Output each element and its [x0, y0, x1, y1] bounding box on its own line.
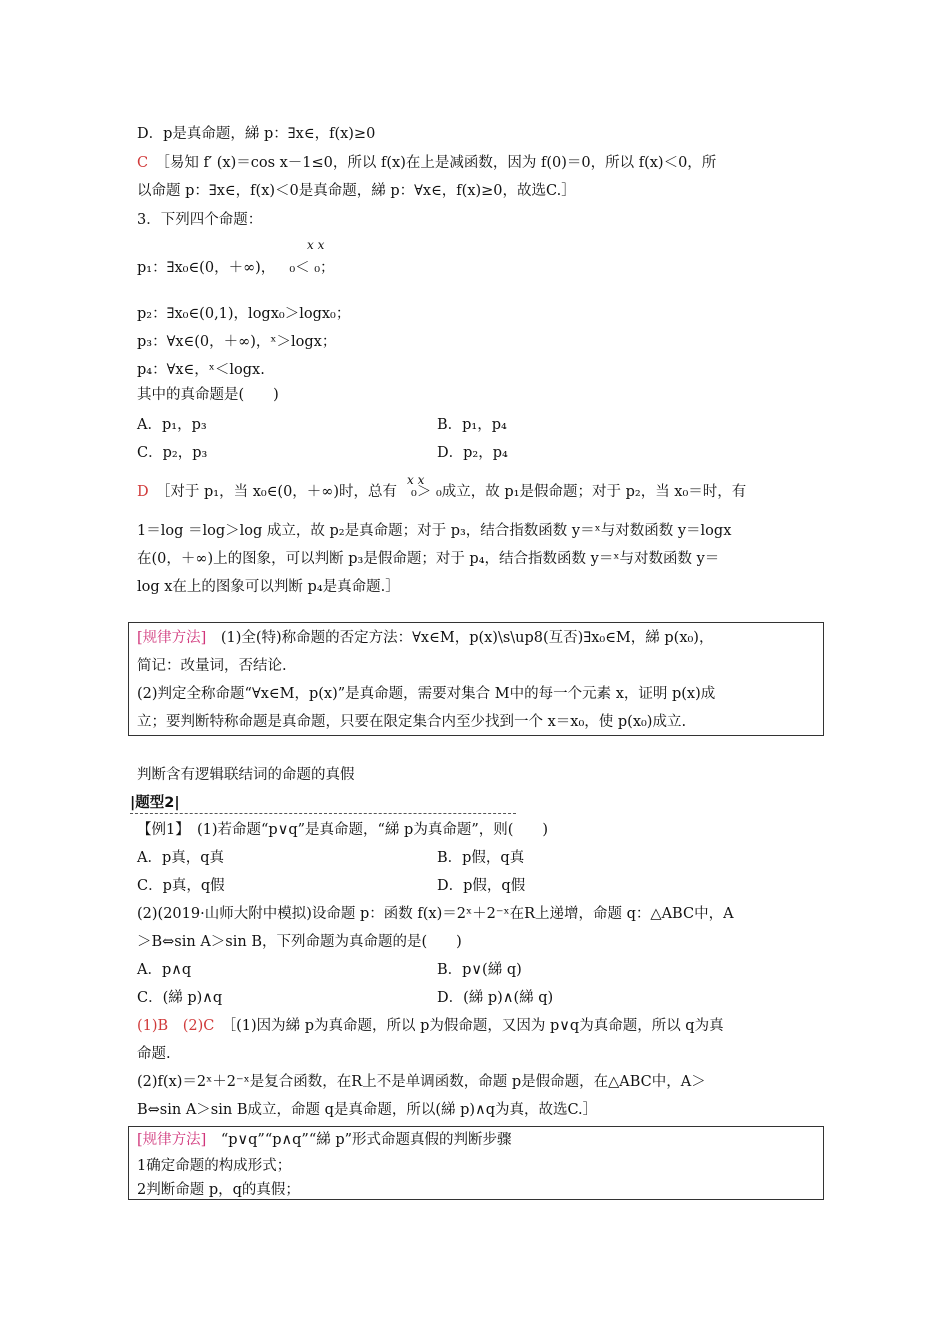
- question-line: (2)(2019·山师大附中模拟)设命题 p：函数 f(x)＝2ˣ＋2⁻ˣ在R上递增，命题 q：△ABC中，A: [137, 906, 734, 922]
- answer-line: [137, 482, 746, 502]
- answer-letter: C: [137, 155, 149, 171]
- method-line: (2)判定全称命题“∀x∈M，p(x)”是真命题，需要对集合 M中的每一个元素 x，证明 p(x)成: [137, 686, 716, 702]
- answer-line: log x在上的图象可以判断 p₄是真命题.］: [137, 579, 400, 595]
- method-text: (1)全(特)称命题的否定方法：∀x∈M，p(x)\s\up8(互否)∃x₀∈M，綈 p(x₀)，: [206, 630, 714, 646]
- answer-line: 1＝log ＝log＞log 成立，故 p₂是真命题；对于 p₃，结合指数函数 y＝ˣ与对数函数 y＝logx: [137, 523, 732, 539]
- option-a: A．p₁，p₃: [137, 417, 207, 433]
- section-divider: [130, 813, 516, 814]
- answer-line: 命题.: [137, 1046, 171, 1062]
- option-c: C．(綈 p)∧q: [137, 990, 223, 1006]
- method-line: 立；要判断特称命题是真命题，只要在限定集合内至少找到一个 x＝x₀，使 p(x₀)成立.: [137, 714, 687, 730]
- exponent-marks: x x: [407, 473, 425, 487]
- option-d-line: D．p是真命题，綈 p：∃x∈，f(x)≥0: [137, 126, 376, 142]
- option-b: B．p∨(綈 q): [437, 962, 522, 978]
- answer-line: [137, 1016, 724, 1036]
- option-c: C．p₂，p₃: [137, 445, 208, 461]
- proposition-p3: p₃：∀x∈(0，＋∞)，ˣ＞logx；: [137, 334, 337, 350]
- proposition-p4: p₄：∀x∈，ˣ＜logx.: [137, 362, 265, 378]
- option-d: D．(綈 p)∧(綈 q): [437, 990, 554, 1006]
- option-d: D．p₂，p₄: [437, 445, 508, 461]
- answer-line: B⇔sin A＞sin B成立，命题 q是真命题，所以(綈 p)∧q为真，故选C.］: [137, 1102, 598, 1118]
- answer-text: ［易知 f′ (x)＝cos x－1≤0，所以 f(x)在上是减函数，因为 f(0)＝0，所以 f(x)＜0，所: [162, 155, 717, 171]
- option-a: A．p∧q: [137, 962, 192, 978]
- option-b: B．p₁，p₄: [437, 417, 507, 433]
- answer-line: 以命题 p：∃x∈，f(x)＜0是真命题，綈 p：∀x∈，f(x)≥0，故选C.］: [137, 183, 576, 199]
- method-text: “p∨q”“p∧q”“綈 p”形式命题真假的判断步骤: [206, 1132, 512, 1148]
- proposition-text: p₁：∃x₀∈(0，＋∞)，: [137, 260, 276, 276]
- answer-letter: D: [137, 484, 149, 500]
- section-label-text: 题型2: [135, 795, 175, 811]
- answer-text: ₀＞ ₀成立，故 p₁是假命题；对于 p₂，当 x₀＝时，有: [411, 484, 747, 500]
- answer-text: ［(1)因为綈 p为真命题，所以 p为假命题，又因为 p∨q为真命题，所以 q为真: [228, 1018, 724, 1034]
- method-line: 2判断命题 p，q的真假；: [137, 1182, 300, 1198]
- answer-letters: (1)B (2)C: [137, 1018, 215, 1034]
- exponent-marks: x x: [307, 238, 325, 252]
- proposition-tail: ₀＜ ₀；: [289, 260, 335, 276]
- method-line: 1确定命题的构成形式；: [137, 1158, 292, 1174]
- method-line: 简记：改量词，否结论.: [137, 658, 287, 674]
- section-label: |题型2|: [130, 795, 180, 811]
- option-a: A．p真，q真: [137, 850, 225, 866]
- section-heading: 判断含有逻辑联结词的命题的真假: [137, 767, 355, 783]
- method-tag: [规律方法]: [137, 1132, 207, 1148]
- method-line: [137, 1130, 512, 1150]
- example-title: 【例1】 (1)若命题“p∨q”是真命题，“綈 p为真命题”，则( ): [137, 822, 549, 838]
- option-d: D．p假，q假: [437, 878, 526, 894]
- answer-line: [137, 153, 716, 173]
- question-line: ＞B⇔sin A＞sin B，下列命题为真命题的是( ): [137, 934, 462, 950]
- question-ask: 其中的真命题是( ): [137, 387, 279, 403]
- question-title: 3．下列四个命题：: [137, 212, 263, 228]
- answer-text: ［对于 p₁，当 x₀∈(0，＋∞)时，总有: [163, 484, 398, 500]
- method-tag: [规律方法]: [137, 630, 207, 646]
- answer-line: (2)f(x)＝2ˣ＋2⁻ˣ是复合函数，在R上不是单调函数，命题 p是假命题，在△ABC中，A＞: [137, 1074, 706, 1090]
- option-b: B．p假，q真: [437, 850, 525, 866]
- method-line: [137, 628, 713, 648]
- answer-line: 在(0，＋∞)上的图象，可以判断 p₃是假命题；对于 p₄，结合指数函数 y＝ˣ与对数函数 y＝: [137, 551, 720, 567]
- option-c: C．p真，q假: [137, 878, 225, 894]
- proposition-p2: p₂：∃x₀∈(0,1)，logx₀＞logx₀；: [137, 306, 351, 322]
- proposition-p1: [137, 258, 335, 278]
